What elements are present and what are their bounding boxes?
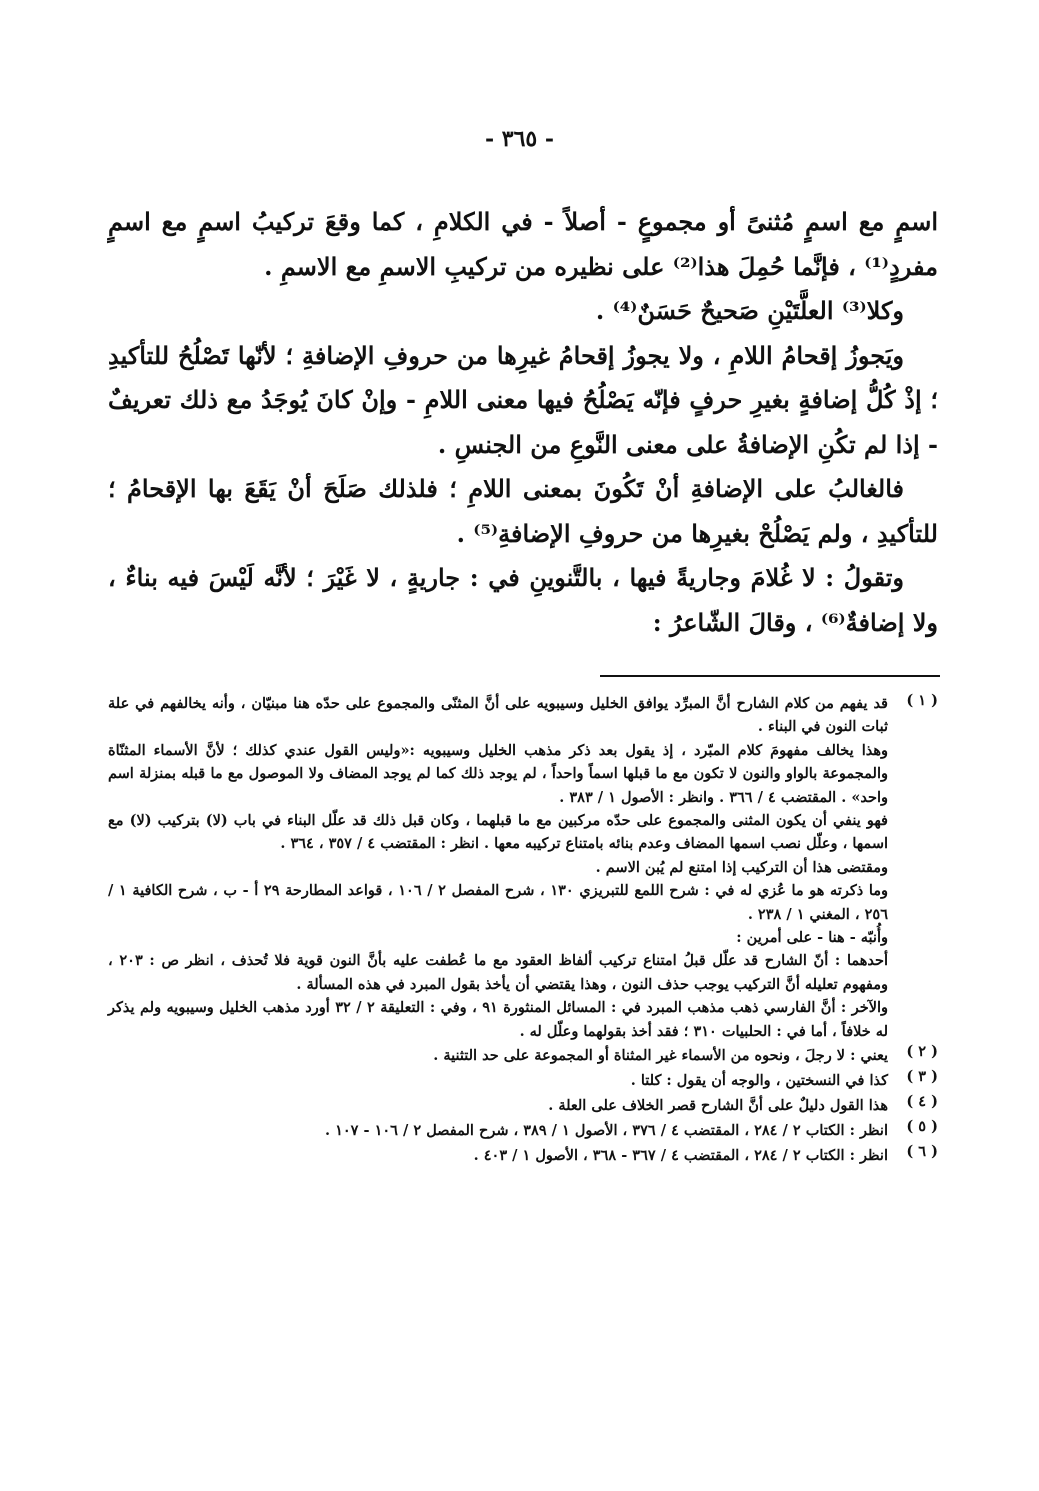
body-paragraph: ويَجوزُ إقحامُ اللامِ ، ولا يجوزُ إقحامُ غيرِها من حروفِ الإضافةِ ؛ لأنّها تَصْلُحُ للتأكيدِ ؛ إذْ كُلُّ إضافةٍ بغيرِ حرفٍ فإنّه يَصْلُحُ فيها معنى اللامِ - وإنْ كانَ يُوجَدُ مع ذلك تعريفٌ - إذا لم تكُنِ الإضافةُ على معنى النَّوعِ من الجنسِ . (108, 340, 938, 459)
footnote-body (108, 1093, 888, 1118)
footnote-6 (108, 1143, 938, 1168)
body-paragraph: وكلا⁽³⁾ العلَّتَيْنِ صَحيحٌ حَسَنٌ⁽⁴⁾ . (595, 296, 904, 325)
footnote-number: ( ١ ) (906, 692, 938, 709)
footnote-paragraph: انظر : الكتاب ٢ / ٢٨٤ ، المقتضب ٤ / ٣٦٧ - ٣٦٨ ، الأصول ١ / ٤٠٣ . (473, 1147, 888, 1165)
footnote-paragraph: انظر : الكتاب ٢ / ٢٨٤ ، المقتضب ٤ / ٣٧٦ ، الأصول ١ / ٣٨٩ ، شرح المفصل ٢ / ١٠٦ - ١٠٧ . (324, 1122, 888, 1140)
footnote-body (108, 1143, 888, 1168)
footnote-number: ( ٤ ) (906, 1093, 938, 1111)
footnote-paragraph: قد يفهم من كلام الشارح أنَّ المبرِّد يوافق الخليل وسيبويه على أنَّ المثنّى والمجموع على حدّه هنا مبنيّان ، وأنه يخالفهم في علة ثبات النون في البناء . (108, 695, 888, 736)
footnote-paragraph: يعني : لا رجلَ ، ونحوه من الأسماء غير المثناة أو المجموعة على حد التثنية . (433, 1047, 888, 1065)
footnote-body (108, 1043, 888, 1068)
footnote-paragraph: وما ذكرته هو ما عُزي له في : شرح اللمع للتبريزي ١٣٠ ، شرح المفصل ٢ / ١٠٦ ، قواعد المطارحة ٢٩ أ - ب ، شرح الكافية ١ / ٢٥٦ ، المغني ١ / ٢٣٨ . (108, 882, 888, 923)
footnote-paragraph: هذا القول دليلٌ على أنَّ الشارح قصر الخلاف على العلة . (548, 1097, 888, 1115)
footnote-3 (108, 1068, 938, 1093)
footnote-paragraph: كذا في النسختين ، والوجه أن يقول : كلتا . (630, 1072, 888, 1090)
footnote-body (108, 692, 888, 1043)
footnote-number: ( ٢ ) (906, 1043, 938, 1061)
footnote-number: ( ٥ ) (906, 1118, 938, 1136)
main-text (108, 200, 938, 645)
footnote-paragraph: ومقتضى هذا أن التركيب إذا امتنع لم يُبن الاسم . (595, 858, 888, 876)
footnote-number: ( ٣ ) (906, 1068, 938, 1086)
footnote-paragraph: أحدهما : أنّ الشارح قد علّل قبلُ امتناع تركيب ألفاظ العقود مع ما عُطفت عليه بأنَّ النون قوية فلا تُحذف ، انظر ص : ٢٠٣ ، ومفهوم تعليله أنَّ التركيب يوجب حذف النون ، وهذا يقتضي أن يأخذ بقول المبرد في هذه المسألة . (108, 952, 888, 993)
body-paragraph: اسمٍ مع اسمٍ مُثنىً أو مجموعٍ - أصلاً - في الكلامِ ، كما وقعَ تركيبُ اسمٍ مع اسمٍ مفردٍ⁽¹⁾ ، فإنَّما حُمِلَ هذا⁽²⁾ على نظيره من تركيبِ الاسمِ مع الاسمِ . (108, 207, 938, 281)
footnote-separator (600, 675, 940, 677)
footnote-2 (108, 1043, 938, 1068)
footnote-number: ( ٦ ) (906, 1143, 938, 1161)
footnote-4 (108, 1093, 938, 1118)
footnote-paragraph: وهذا يخالف مفهومَ كلام المبّرد ، إذ يقول بعد ذكر مذهب الخليل وسيبويه :«وليس القول عندي كذلك ؛ لأنَّ الأسماء المثنّاة والمجموعة بالواو والنون لا تكون مع ما قبلها اسماً واحداً ، لم يوجد ذلك كما لم يوجد المضاف ولا الموصول مع ما قبله بمنزلة اسم واحد» . المقتضب ٤ / ٣٦٦ . وانظر : الأصول ١ / ٣٨٣ . (108, 741, 888, 806)
footnote-5 (108, 1118, 938, 1143)
footnote-paragraph: فهو ينفي أن يكون المثنى والمجموع على حدّه مركبين مع ما قبلهما ، وكان قبل ذلك قد علّل البناء في باب (لا) بتركيب (لا) مع اسمها ، وعلّل نصب اسمها المضاف وعدم بنائه بامتناع تركيبه معها . انظر : المقتضب ٤ / ٣٥٧ ، ٣٦٤ . (108, 812, 888, 853)
body-paragraph: وتقولُ : لا غُلامَ وجاريةً فيها ، بالتَّنوينِ في : جاريةٍ ، لا غَيْرَ ؛ لأنَّه لَيْسَ فيه بناءٌ ، ولا إضافةٌ⁽⁶⁾ ، وقالَ الشّاعرُ : (108, 563, 938, 637)
page-number: - ٣٦٥ - (484, 126, 555, 152)
footnote-body (108, 1068, 888, 1093)
footnote-1 (108, 692, 938, 1043)
footnotes (108, 692, 938, 1168)
footnote-body (108, 1118, 888, 1143)
footnote-paragraph: والآخر : أنَّ الفارسي ذهب مذهب المبرد في : المسائل المنثورة ٩١ ، وفي : التعليقة ٢ / ٣٢ أورد مذهب الخليل وسيبويه ولم يذكر له خلافاً ، أما في : الحلبيات ٣١٠ ؛ فقد أخذ بقولهما وعلّل له . (108, 999, 888, 1040)
footnote-paragraph: وأُنبّه - هنا - على أمرين : (736, 929, 888, 947)
body-paragraph: فالغالبُ على الإضافةِ أنْ تَكُونَ بمعنى اللامِ ؛ فلذلك صَلَحَ أنْ يَقَعَ بها الإقحامُ ؛ للتأكيدِ ، ولم يَصْلُحْ بغيرِها من حروفِ الإضافةِ⁽⁵⁾ . (108, 474, 938, 548)
